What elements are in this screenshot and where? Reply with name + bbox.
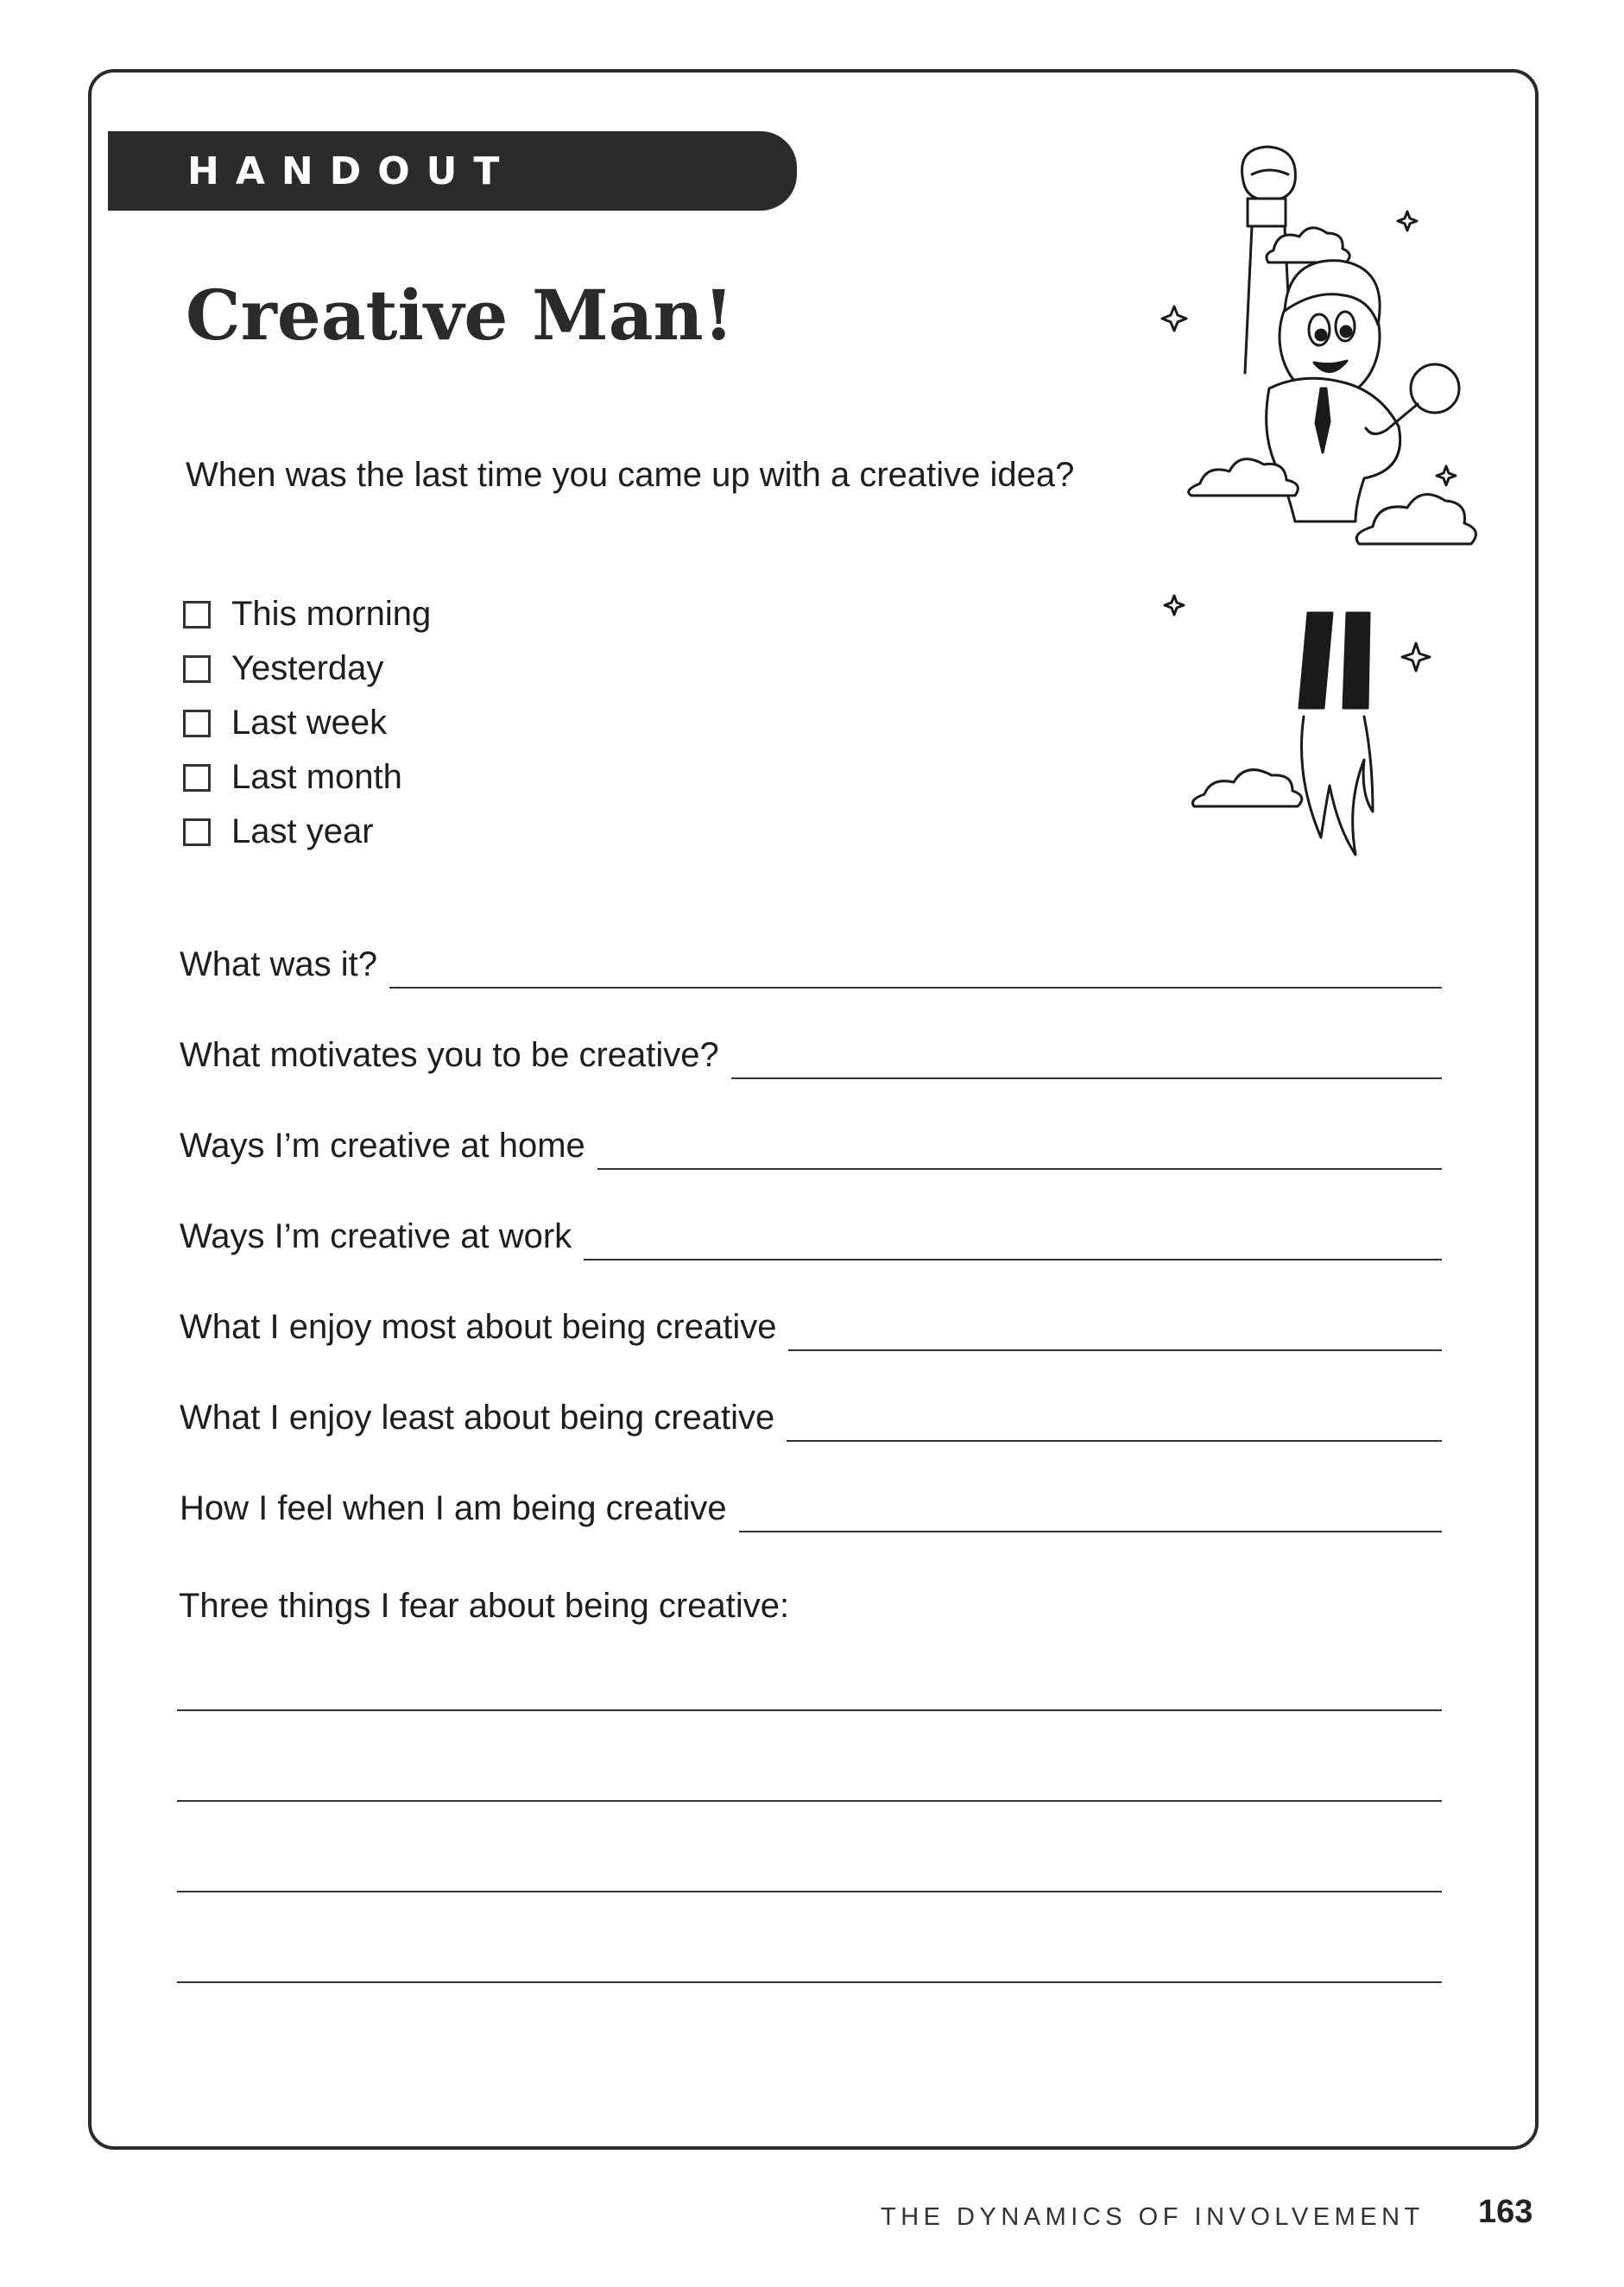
option-label: Last month xyxy=(231,758,402,796)
fears-label: Three things I fear about being creative: xyxy=(179,1587,790,1625)
checkbox[interactable] xyxy=(183,655,211,683)
flying-superhero-illustration-icon xyxy=(1122,130,1485,881)
book-title: THE DYNAMICS OF INVOLVEMENT xyxy=(881,2203,1425,2231)
option-label: Yesterday xyxy=(231,649,384,687)
option-last-year[interactable] xyxy=(183,805,431,859)
checkbox[interactable] xyxy=(183,818,211,846)
answer-line[interactable] xyxy=(731,1077,1442,1079)
fear-answer-line-3[interactable] xyxy=(177,1891,1442,1892)
field-enjoy-least[interactable] xyxy=(180,1400,1442,1442)
field-creative-at-work[interactable] xyxy=(180,1219,1442,1260)
fear-answer-line-4[interactable] xyxy=(177,1981,1442,1983)
answer-options xyxy=(183,587,431,859)
page-number: 163 xyxy=(1478,2194,1533,2230)
fear-answer-line-1[interactable] xyxy=(177,1709,1442,1711)
answer-line[interactable] xyxy=(787,1439,1442,1442)
checkbox[interactable] xyxy=(183,710,211,737)
checkbox[interactable] xyxy=(183,601,211,629)
handout-banner xyxy=(108,131,797,211)
answer-line[interactable] xyxy=(389,986,1442,989)
option-label: Last year xyxy=(231,812,374,850)
handout-label: HANDOUT xyxy=(187,148,516,193)
page-title: Creative Man! xyxy=(186,275,734,356)
field-label: What I enjoy most about being creative xyxy=(180,1308,777,1346)
option-yesterday[interactable] xyxy=(183,641,431,696)
option-this-morning[interactable] xyxy=(183,587,431,641)
option-last-month[interactable] xyxy=(183,750,431,805)
field-what-was-it[interactable] xyxy=(180,947,1442,989)
option-label: This morning xyxy=(231,595,432,633)
answer-line[interactable] xyxy=(584,1258,1442,1260)
field-label: What I enjoy least about being creative xyxy=(180,1399,775,1437)
checkbox[interactable] xyxy=(183,764,211,792)
field-label: What motivates you to be creative? xyxy=(180,1036,719,1074)
answer-line[interactable] xyxy=(788,1349,1442,1351)
field-motivates[interactable] xyxy=(180,1038,1442,1079)
option-label: Last week xyxy=(231,704,388,742)
field-enjoy-most[interactable] xyxy=(180,1310,1442,1351)
option-last-week[interactable] xyxy=(183,696,431,750)
field-label: What was it? xyxy=(180,945,377,983)
creative-idea-question: When was the last time you came up with a creative idea? xyxy=(186,456,1075,494)
field-label: Ways I’m creative at home xyxy=(180,1127,585,1165)
fear-answer-line-2[interactable] xyxy=(177,1800,1442,1802)
answer-line[interactable] xyxy=(597,1167,1442,1170)
field-label: Ways I’m creative at work xyxy=(180,1217,572,1255)
field-how-i-feel[interactable] xyxy=(180,1491,1442,1532)
answer-line[interactable] xyxy=(739,1530,1442,1532)
field-label: How I feel when I am being creative xyxy=(180,1489,727,1527)
field-creative-at-home[interactable] xyxy=(180,1128,1442,1170)
